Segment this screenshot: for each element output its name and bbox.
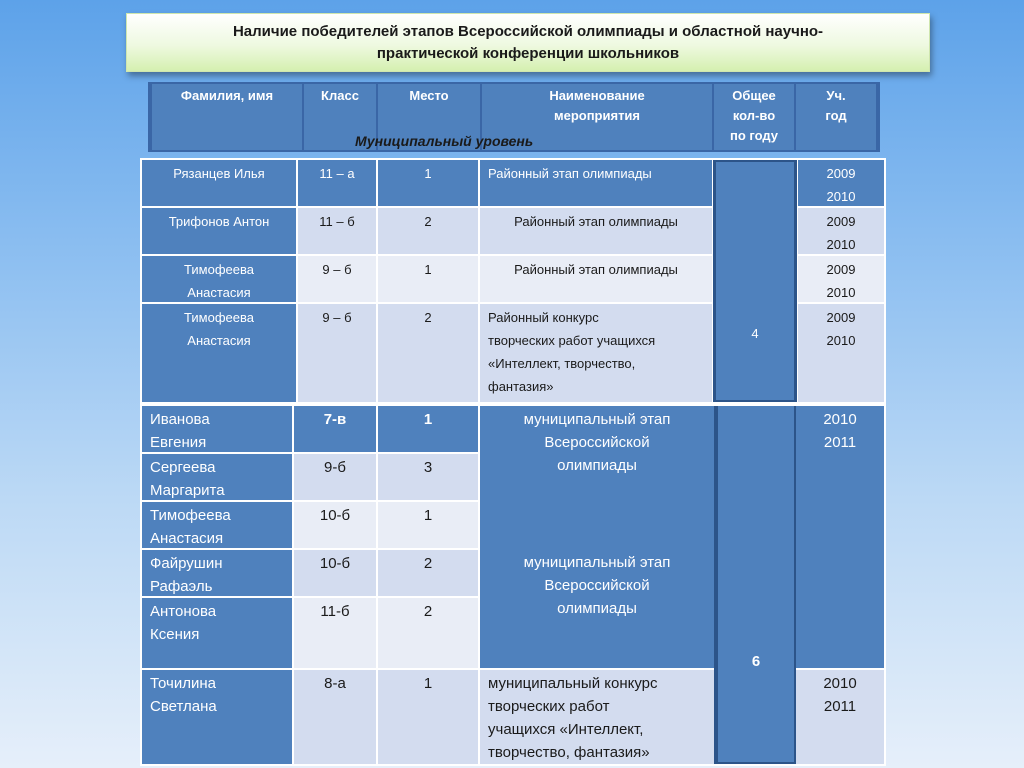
table-row-name: Тимофеева Анастасия	[142, 256, 296, 302]
header-name: Фамилия, имя	[152, 84, 302, 150]
table-row-name: Антонова Ксения	[142, 598, 292, 668]
table-row-class: 11 – а	[298, 160, 376, 206]
table-row-event: Районный этап олимпиады	[480, 208, 712, 254]
header-event: Наименование мероприятия	[482, 84, 712, 150]
table-row-place: 2	[378, 598, 478, 668]
table-row-class: 8-а	[294, 670, 376, 764]
table2-year-merged: 2010 2011	[796, 406, 884, 668]
table-row-year: 2009 2010	[798, 208, 884, 254]
table-row-place: 2	[378, 304, 478, 402]
header-class: Класс	[304, 84, 376, 150]
table-row-event: Районный этап олимпиады	[480, 160, 712, 206]
table-row-class: 10-б	[294, 550, 376, 596]
table-row-class: 11-б	[294, 598, 376, 668]
slide-title	[126, 13, 930, 72]
table-row-class: 9-б	[294, 454, 376, 500]
header-year: Уч. год	[796, 84, 876, 150]
table-row-class: 7-в	[294, 406, 376, 452]
table-row-year: 2009 2010	[798, 160, 884, 206]
header-place: Место	[378, 84, 480, 150]
table-row-year: 2010 2011	[796, 670, 884, 764]
section-label: Муниципальный уровень	[355, 133, 534, 149]
table-row-place: 1	[378, 160, 478, 206]
table-row-name: Тимофеева Анастасия	[142, 502, 292, 548]
table2-total: 6	[718, 406, 794, 762]
table-row-place: 1	[378, 256, 478, 302]
table-row-class: 10-б	[294, 502, 376, 548]
table-row-place: 2	[378, 208, 478, 254]
table-row-name: Тимофеева Анастасия	[142, 304, 296, 402]
table-row-year: 2009 2010	[798, 304, 884, 402]
header-total: Общее кол-во по году	[714, 84, 794, 150]
table-row-event: муниципальный конкурс творческих работ учащихся «Интеллект, творчество, фантазия»	[480, 670, 714, 764]
table-row-place: 1	[378, 406, 478, 452]
table-row-event: Районный этап олимпиады	[480, 256, 712, 302]
table-row-year: 2009 2010	[798, 256, 884, 302]
table-row-place: 1	[378, 502, 478, 548]
table-row-name: Точилина Светлана	[142, 670, 292, 764]
table-row-class: 11 – б	[298, 208, 376, 254]
table-row-name: Иванова Евгения	[142, 406, 292, 452]
table-row-name: Трифонов Антон	[142, 208, 296, 254]
slide-title-line2: практической конференции школьников	[376, 45, 680, 62]
table-row-event: Районный конкурс творческих работ учащихся «Интеллект, творчество, фантазия»	[480, 304, 712, 402]
table-row-name: Сергеева Маргарита	[142, 454, 292, 500]
slide-title-line1: Наличие победителей этапов Всероссийской олимпиады и областной научно-	[232, 23, 824, 40]
table1-total: 4	[716, 162, 794, 400]
table-row-class: 9 – б	[298, 304, 376, 402]
table-row-place: 2	[378, 550, 478, 596]
table-row-place: 1	[378, 670, 478, 764]
table-row-name: Рязанцев Илья	[142, 160, 296, 206]
table-row-name: Файрушин Рафаэль	[142, 550, 292, 596]
table-row-place: 3	[378, 454, 478, 500]
table2-event-merged: муниципальный этап Всероссийской олимпиады муниципальный этап Всероссийской олимпиады	[480, 406, 714, 668]
table-row-class: 9 – б	[298, 256, 376, 302]
